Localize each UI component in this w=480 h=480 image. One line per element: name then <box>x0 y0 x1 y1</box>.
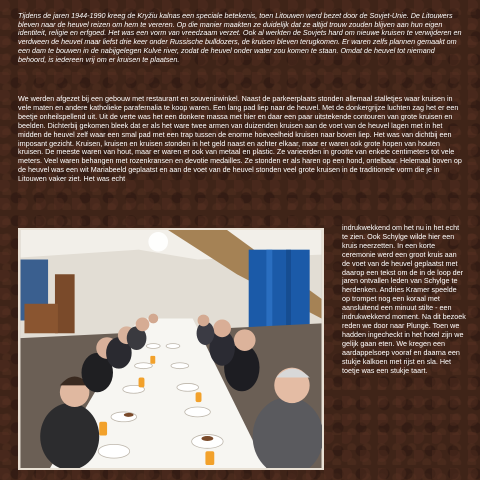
ceiling-light <box>148 232 168 252</box>
main-paragraph: We werden afgezet bij een gebouw met restaurant en souvenirwinkel. Naast de parkeerplaats stonden allemaal stalletjes waar kruisen in vele maten en andere katholieke parafernalia te koop waren. Een lang pad liep naar de heuvel. Met de donkergrijze luchten zag het er een beetje onheilspellend uit. Uit de verte was het een donkere massa met hier en daar een paar uitstekende contouren van grote kruisen en beelden. Dichterbij gekomen bleek dat er als het ware twee armen van duizenden kruisen aan de voet van de heuvel lagen met in het midden de heuvel zelf waar een smal pad met een trap tussen de enorme hoeveelheid kruisen naar boven liep. Het was van dichtbij een imposant gezicht. Kruisen, kruisen en kruisen stonden in het geld naast en achter elkaar, maar er waren ook grote hopen van houten kruisen. De meeste waren van hout, maar er waren er ook van metaal en plastic. Ze varieerden in grootte van enkele centimeters tot vele meters. Veel waren behangen met rozenkransen en devotie medailles. Ze stonden er als haren op een hond, ontelbaar. Helemaal boven op de heuvel was een wit Mariabeeld geplaatst en aan de voet van de heuvel stonden veel grote kruisen in de traditionele vorm die je in Litouwen vaker ziet. Het was echt <box>18 94 462 184</box>
side-paragraph: indrukwekkend om het nu in het echt te zien. Ook Schylge wilde hier een kruis neerzetten. In een korte ceremonie werd een groot kruis aan de voet van de heuvel geplaatst met daarop een tekst om de in de loop der jaren ontvallen leden van Schylge te herdenken. Andries Kramer speelde op trompet nog een koraal met aansluitend een minuut stilte - een indrukwekkend moment. Na dit bezoek reden we door naar Plungė. Toen we hadden ingecheckt in het hotel zijn we gelijk gaan eten. We kregen een aardappelsoep vooraf en daarna een stukje kalkoen met rijst en sla. Het toetje was een stukje taart. <box>342 223 466 375</box>
restaurant-scene <box>20 230 322 468</box>
intro-paragraph: Tijdens de jaren 1944-1990 kreeg de Kryžiu kalnas een speciale betekenis, toen Litouwen werd bezet door de Sovjet-Unie. De Litouwers bleven naar de heuvel reizen om hem te vereren. Op die manier maakten ze duidelijk dat ze altijd trouw zouden blijven aan hun eigen identiteit, religie en erfgoed. Het was een vorm van vreedzaam verzet. Ook al werkten de Sovjets hard om nieuwe kruisen te verwijderen en verdween de heuvel maar liefst drie keer onder Russische bulldozers, de kruisen bleven terugkomen. Er waren zelfs plannen gemaakt om een dam te bouwen in de nabijgelegen Kulvė river, zodat de heuvel onder water zou komen te staan. Omdat de heuvel tot niemand behoord, is iedereen vrij om er kruisen te plaatsen. <box>18 11 462 64</box>
restaurant-photo <box>18 228 324 470</box>
cabinet <box>24 304 57 334</box>
